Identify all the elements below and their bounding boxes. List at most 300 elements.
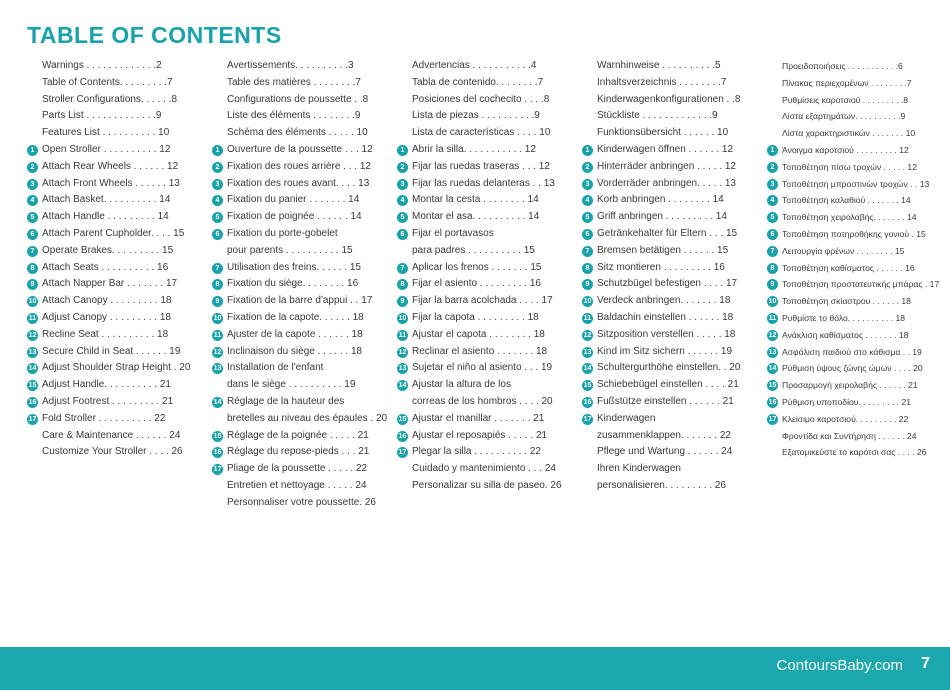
toc-entry[interactable] [27, 125, 182, 142]
toc-entry-text: Τοποθέτηση πίσω τροχών . . . . . 12 [782, 161, 917, 172]
step-number-badge: 4 [212, 195, 223, 206]
toc-entry-text: Care & Maintenance . . . . . . 24 [42, 429, 181, 441]
toc-entry[interactable] [767, 344, 923, 361]
step-number-badge: 2 [212, 162, 223, 173]
step-number-badge: 9 [767, 279, 778, 290]
footer-bar [0, 647, 950, 690]
toc-entry-text: Réglage du repose-pieds . . . 21 [227, 446, 370, 458]
footer-website[interactable]: ContoursBaby.com [776, 657, 903, 674]
toc-column-spanish [397, 58, 562, 495]
toc-entry-text: Stroller Configurations. . . . . .8 [42, 93, 178, 105]
step-number-badge: 4 [397, 195, 408, 206]
toc-entry[interactable] [212, 360, 368, 377]
toc-entry[interactable] [397, 125, 552, 142]
toc-entry[interactable] [397, 344, 552, 361]
toc-entry-text: Kinderwagen öffnen . . . . . . 12 [597, 143, 734, 155]
toc-entry[interactable] [27, 159, 182, 176]
toc-entry-text: Inhaltsverzeichnis . . . . . . . .7 [597, 76, 727, 88]
step-number-badge: 3 [582, 179, 593, 190]
toc-entry[interactable] [767, 360, 923, 377]
toc-entry[interactable] [27, 75, 182, 92]
toc-entry-text: Ajustar el manillar . . . . . . . 21 [412, 412, 545, 424]
toc-entry[interactable] [212, 125, 368, 142]
toc-entry-text: pour parents . . . . . . . . . . 15 [227, 244, 353, 256]
toc-entry[interactable] [27, 58, 182, 75]
toc-entry-text: Secure Child in Seat . . . . . . 19 [42, 345, 181, 357]
step-number-badge: 13 [213, 365, 222, 373]
toc-entry-text: Προειδοποιήσεις . . . . . . . . . . .6 [782, 61, 903, 71]
step-number-badge: 7 [767, 246, 778, 257]
toc-entry-text: Fußstütze einstellen . . . . . . 21 [597, 395, 734, 407]
toc-entry[interactable] [767, 142, 923, 159]
toc-entry[interactable] [582, 276, 738, 293]
toc-entry[interactable] [27, 92, 182, 109]
toc-entry[interactable] [212, 192, 368, 209]
toc-entry-text: Attach Napper Bar . . . . . . . 17 [42, 278, 178, 290]
step-number-badge: 10 [768, 298, 777, 306]
toc-entry[interactable] [27, 394, 182, 411]
toc-entry-text: para padres . . . . . . . . . . 15 [412, 244, 535, 256]
step-number-badge: 7 [212, 263, 223, 274]
toc-entry-text: Φροντίδα και Συντήρηση . . . . . . 24 [782, 430, 917, 441]
toc-entry[interactable] [767, 209, 923, 226]
toc-entry-text: Personalizar su silla de paseo. 26 [412, 479, 562, 491]
toc-entry[interactable] [212, 226, 368, 243]
toc-entry-text: Τοποθέτηση καθίσματος . . . . . . 16 [782, 262, 915, 273]
toc-entry-text: Ajustar el capota . . . . . . . . 18 [412, 328, 545, 340]
step-number-badge: 3 [397, 179, 408, 190]
toc-entry-text: Ajustar el reposapiés . . . . . 21 [412, 429, 548, 441]
toc-entry-text: Lista de características . . . . 10 [412, 127, 551, 139]
step-number-badge: 2 [767, 162, 778, 173]
step-number-badge: 16 [28, 398, 37, 406]
toc-entry[interactable] [397, 444, 552, 461]
toc-entry[interactable] [582, 394, 738, 411]
toc-entry-text: Ouverture de la poussette . . . 12 [227, 143, 373, 155]
toc-entry[interactable] [397, 360, 552, 377]
toc-entry[interactable] [767, 310, 923, 327]
step-number-badge: 8 [582, 263, 593, 274]
toc-entry-text: Attach Parent Cupholder. . . . 15 [42, 227, 185, 239]
step-number-badge: 17 [398, 449, 407, 457]
step-number-badge: 6 [27, 229, 38, 240]
toc-entry[interactable] [397, 260, 552, 277]
toc-entry[interactable] [397, 461, 556, 478]
toc-entry[interactable] [212, 461, 368, 478]
toc-entry[interactable] [212, 75, 368, 92]
toc-entry[interactable] [212, 327, 368, 344]
toc-entry-text: Schéma des éléments . . . . . 10 [227, 127, 368, 139]
toc-entry[interactable] [397, 58, 552, 75]
toc-entry[interactable] [397, 327, 552, 344]
toc-entry-text: Ανάκλιση καθίσματος . . . . . . . 18 [782, 329, 909, 340]
toc-entry-text: Τοποθέτηση προστατευτικής μπάρας . 17 [782, 279, 940, 290]
step-number-badge: 13 [398, 365, 407, 373]
toc-entry-text: Vorderräder anbringen. . . . . 13 [597, 177, 736, 189]
toc-entry-text: Tabla de contenido. . . . . . . .7 [412, 76, 544, 88]
step-number-badge: 16 [398, 432, 407, 440]
toc-entry[interactable] [212, 495, 376, 512]
toc-entry[interactable] [767, 125, 923, 142]
toc-entry[interactable] [212, 176, 368, 193]
toc-entry[interactable] [767, 394, 923, 411]
toc-entry-text: Ρυθμίσεις καροτσιού . . . . . . . . .8 [782, 94, 909, 105]
step-number-badge: 4 [582, 195, 593, 206]
toc-entry-text: Fixation de la capote. . . . . . 18 [227, 311, 364, 323]
toc-entry-text: Avertissements. . . . . . . . . .3 [227, 60, 354, 71]
toc-entry-text: Pflege und Wartung . . . . . . 24 [597, 446, 733, 458]
toc-entry-text: Features List . . . . . . . . . . 10 [42, 127, 170, 139]
toc-entry[interactable] [582, 75, 738, 92]
toc-entry[interactable] [397, 377, 552, 394]
toc-entry-text: Ρύθμιση ύψους ζώνης ώμων . . . . 20 [782, 363, 923, 374]
step-number-badge: 2 [27, 162, 38, 173]
toc-entry-text: Εξατομικεύστε το καρότσι σας . . . . 26 [782, 447, 927, 458]
toc-entry[interactable] [27, 142, 182, 159]
toc-entry-text: Fixation des roues avant. . . . 13 [227, 177, 370, 189]
toc-entry-text: zusammenklappen. . . . . . . 22 [597, 429, 731, 441]
toc-entry[interactable] [212, 293, 373, 310]
toc-entry-text: Fijar el asiento . . . . . . . . . 16 [412, 278, 541, 290]
toc-entry[interactable] [582, 226, 738, 243]
toc-entry-text: Pliage de la poussette . . . . . 22 [227, 463, 368, 475]
toc-entry[interactable] [27, 344, 182, 361]
toc-entry[interactable] [582, 142, 738, 159]
toc-entry-text: Fijar el portavasos [412, 227, 494, 239]
toc-entry-text: Configurations de poussette . .8 [227, 93, 369, 105]
toc-entry-text: Reclinar el asiento . . . . . . . 18 [412, 345, 548, 357]
toc-entry[interactable] [27, 192, 182, 209]
step-number-badge: 5 [397, 212, 408, 223]
toc-entry[interactable] [582, 176, 738, 193]
toc-entry[interactable] [27, 411, 182, 428]
step-number-badge: 1 [212, 145, 223, 156]
toc-entry[interactable] [212, 310, 368, 327]
step-number-badge: 8 [27, 263, 38, 274]
toc-entry[interactable] [582, 360, 741, 377]
step-number-badge: 13 [28, 348, 37, 356]
toc-entry[interactable] [212, 394, 368, 411]
step-number-badge: 12 [28, 331, 37, 339]
step-number-badge: 6 [767, 229, 778, 240]
toc-entry-text: Λίστα εξαρτημάτων. . . . . . . . . .9 [782, 111, 906, 122]
step-number-badge: 4 [27, 195, 38, 206]
toc-entry-text: correas de los hombros . . . . 20 [412, 395, 553, 407]
toc-entry[interactable] [27, 108, 182, 125]
toc-entry[interactable] [212, 260, 368, 277]
toc-entry[interactable] [212, 377, 368, 394]
toc-entry[interactable] [767, 327, 923, 344]
toc-entry[interactable] [397, 411, 552, 428]
step-number-badge: 10 [398, 314, 407, 322]
step-number-badge: 8 [212, 279, 223, 290]
toc-entry[interactable] [767, 176, 930, 193]
step-number-badge: 10 [583, 298, 592, 306]
toc-entry-text: Cuidado y mantenimiento . . . 24 [412, 463, 556, 475]
step-number-badge: 11 [768, 314, 777, 322]
toc-entry-text: Adjust Shoulder Strap Height . 20 [42, 362, 191, 374]
step-number-badge: 8 [397, 279, 408, 290]
toc-entry[interactable] [582, 293, 738, 310]
toc-entry[interactable] [767, 243, 923, 260]
toc-entry[interactable] [582, 411, 738, 428]
toc-entry-text: Attach Seats . . . . . . . . . . 16 [42, 261, 169, 273]
toc-entry[interactable] [767, 192, 923, 209]
step-number-badge: 11 [213, 331, 222, 339]
toc-entry-text: Adjust Handle. . . . . . . . . . 21 [42, 379, 171, 391]
toc-entry[interactable] [27, 444, 182, 461]
step-number-badge: 1 [582, 145, 593, 156]
step-number-badge: 15 [768, 382, 777, 390]
toc-entry-text: Parts List . . . . . . . . . . . . .9 [42, 110, 162, 122]
toc-entry[interactable] [27, 327, 182, 344]
step-number-badge: 9 [212, 296, 223, 307]
toc-entry-text: Fixation du panier . . . . . . . 14 [227, 194, 360, 206]
toc-entry[interactable] [582, 92, 741, 109]
toc-entry[interactable] [582, 209, 738, 226]
step-number-badge: 7 [397, 263, 408, 274]
toc-entry[interactable] [767, 377, 923, 394]
toc-entry[interactable] [212, 344, 368, 361]
toc-entry[interactable] [767, 260, 923, 277]
step-number-badge: 14 [768, 365, 777, 373]
toc-entry[interactable] [582, 125, 738, 142]
step-number-badge: 3 [27, 179, 38, 190]
toc-entry[interactable] [397, 209, 552, 226]
toc-entry-text: Bremsen betätigen . . . . . . 15 [597, 244, 729, 256]
toc-entry[interactable] [27, 428, 182, 445]
toc-entry[interactable] [27, 276, 182, 293]
toc-entry-text: Customize Your Stroller . . . . 26 [42, 446, 183, 458]
toc-entry-text: Table des matières . . . . . . . .7 [227, 76, 361, 88]
step-number-badge: 5 [212, 212, 223, 223]
toc-entry-text: Ρύθμιση υποποδίου. . . . . . . . . 21 [782, 396, 912, 407]
toc-entry-text: Fijar las ruedas traseras . . . 12 [412, 160, 550, 172]
toc-entry-text: Τοποθέτηση καλαθιού . . . . . . . 14 [782, 195, 911, 206]
toc-entry-text: Τοποθέτηση σκίαστρου . . . . . . 18 [782, 296, 911, 307]
step-number-badge: 10 [28, 298, 37, 306]
toc-entry[interactable] [582, 243, 738, 260]
toc-entry[interactable] [212, 276, 368, 293]
step-number-badge: 9 [27, 279, 38, 290]
toc-entry[interactable] [767, 75, 923, 92]
toc-entry[interactable] [397, 243, 552, 260]
toc-entry-text: Griff anbringen . . . . . . . . . 14 [597, 211, 727, 223]
step-number-badge: 14 [213, 398, 222, 406]
toc-entry[interactable] [767, 428, 923, 445]
toc-entry[interactable] [582, 58, 738, 75]
toc-entry-text: bretelles au niveau des épaules . 20 [227, 412, 388, 424]
toc-entry-text: Liste des éléments . . . . . . . .9 [227, 110, 361, 122]
toc-entry[interactable] [582, 344, 738, 361]
toc-entry[interactable] [767, 108, 923, 125]
toc-entry[interactable] [582, 377, 738, 394]
toc-entry[interactable] [582, 260, 738, 277]
toc-entry-text: Operate Brakes. . . . . . . . . 15 [42, 244, 174, 256]
toc-entry[interactable] [582, 428, 738, 445]
step-number-badge: 3 [767, 179, 778, 190]
toc-entry[interactable] [27, 209, 182, 226]
toc-entry[interactable] [212, 411, 388, 428]
toc-entry[interactable] [767, 444, 927, 461]
step-number-badge: 2 [397, 162, 408, 173]
toc-entry[interactable] [212, 159, 371, 176]
toc-entry-text: Fixation de la barre d'appui . . 17 [227, 295, 373, 307]
step-number-badge: 14 [583, 365, 592, 373]
toc-entry[interactable] [767, 293, 923, 310]
step-number-badge: 12 [768, 331, 777, 339]
toc-entry[interactable] [212, 142, 373, 159]
toc-entry-text: Kind im Sitz sichern . . . . . . 19 [597, 345, 733, 357]
page-number: 7 [921, 655, 930, 672]
toc-entry[interactable] [27, 293, 182, 310]
toc-entry-text: Schutzbügel befestigen . . . . 17 [597, 278, 738, 290]
toc-entry[interactable] [212, 243, 368, 260]
step-number-badge: 12 [583, 331, 592, 339]
toc-entry[interactable] [212, 209, 368, 226]
toc-entry[interactable] [397, 394, 552, 411]
step-number-badge: 1 [767, 145, 778, 156]
toc-entry-text: Baldachin einstellen . . . . . . 18 [597, 311, 734, 323]
step-number-badge: 17 [213, 466, 222, 474]
toc-entry[interactable] [212, 58, 368, 75]
toc-entry-text: Fixation du porte-gobelet [227, 227, 338, 239]
toc-entry-text: Inclinaison du siège . . . . . . 18 [227, 345, 363, 357]
toc-entry[interactable] [767, 226, 926, 243]
toc-entry[interactable] [397, 159, 552, 176]
toc-entry[interactable] [582, 159, 738, 176]
toc-entry-text: Advertencias . . . . . . . . . . .4 [412, 60, 537, 71]
toc-entry[interactable] [582, 478, 738, 495]
step-number-badge: 6 [397, 229, 408, 240]
toc-entry-text: Aplicar los frenos . . . . . . . 15 [412, 261, 542, 273]
toc-entry[interactable] [397, 75, 552, 92]
toc-entry[interactable] [212, 478, 368, 495]
toc-entry-text: Stückliste . . . . . . . . . . . . .9 [597, 110, 718, 122]
toc-entry-text: Utilisation des freins. . . . . . 15 [227, 261, 361, 273]
toc-entry[interactable] [27, 377, 182, 394]
toc-entry[interactable] [397, 108, 552, 125]
toc-entry[interactable] [27, 176, 182, 193]
toc-entry-text: Ρυθμίστε το θόλο. . . . . . . . . . 18 [782, 312, 906, 323]
toc-entry[interactable] [212, 92, 368, 109]
toc-entry-text: Τοποθέτηση ποτηροθήκης γονιού . 15 [782, 228, 926, 239]
toc-entry-text: Άνοιγμα καροτσιού . . . . . . . . . 12 [782, 144, 909, 155]
toc-entry[interactable] [397, 293, 552, 310]
toc-entry-text: Ασφάλιση παιδιού στο κάθισμα . . 19 [782, 346, 922, 357]
toc-entry-text: Sujetar el niño al asiento . . . 19 [412, 362, 553, 374]
step-number-badge: 12 [398, 348, 407, 356]
toc-entry-text: Plegar la silla . . . . . . . . . . 22 [412, 446, 541, 458]
toc-entry-text: Κλείσιμο καροτσιού. . . . . . . . . 22 [782, 413, 909, 424]
step-number-badge: 15 [28, 382, 37, 390]
toc-entry[interactable] [212, 444, 368, 461]
toc-entry[interactable] [767, 92, 923, 109]
toc-entry[interactable] [27, 243, 182, 260]
toc-entry[interactable] [27, 260, 182, 277]
toc-entry[interactable] [397, 276, 552, 293]
toc-entry[interactable] [767, 58, 923, 75]
toc-entry[interactable] [27, 360, 191, 377]
toc-entry[interactable] [767, 159, 923, 176]
step-number-badge: 13 [583, 348, 592, 356]
step-number-badge: 8 [767, 263, 778, 274]
toc-entry-text: Attach Rear Wheels . . . . . . 12 [42, 160, 179, 172]
step-number-badge: 11 [28, 314, 37, 322]
toc-entry[interactable] [582, 192, 738, 209]
toc-entry[interactable] [212, 428, 368, 445]
toc-entry[interactable] [27, 226, 185, 243]
toc-entry-text: Τοποθέτηση χειρολαβής. . . . . . . 14 [782, 212, 917, 223]
toc-entry[interactable] [582, 461, 738, 478]
step-number-badge: 14 [398, 382, 407, 390]
toc-column-english [27, 58, 191, 461]
toc-entry-text: Sitzposition verstellen . . . . . 18 [597, 328, 736, 340]
toc-entry[interactable] [397, 226, 552, 243]
toc-entry-text: Fixation de poignée . . . . . . 14 [227, 211, 362, 223]
toc-entry-text: Montar la cesta . . . . . . . . 14 [412, 194, 539, 206]
step-number-badge: 5 [582, 212, 593, 223]
toc-column-greek [767, 58, 940, 461]
toc-entry-text: Recline Seat . . . . . . . . . . 18 [42, 328, 169, 340]
toc-entry-text: Verdeck anbringen. . . . . . . 18 [597, 295, 731, 307]
toc-entry-text: Fold Stroller . . . . . . . . . . 22 [42, 412, 166, 424]
step-number-badge: 5 [767, 212, 778, 223]
step-number-badge: 1 [27, 145, 38, 156]
step-number-badge: 6 [212, 229, 223, 240]
toc-entry[interactable] [397, 310, 552, 327]
toc-entry-text: Προσαρμογή χειρολαβής . . . . . . 21 [782, 380, 918, 391]
toc-entry-text: Funktionsübersicht . . . . . . 10 [597, 127, 729, 139]
toc-entry[interactable] [212, 108, 368, 125]
toc-entry[interactable] [397, 428, 552, 445]
step-number-badge: 15 [398, 415, 407, 423]
step-number-badge: 2 [582, 162, 593, 173]
toc-entry[interactable] [582, 444, 738, 461]
step-number-badge: 17 [583, 415, 592, 423]
step-number-badge: 13 [768, 348, 777, 356]
toc-entry[interactable] [582, 327, 738, 344]
toc-entry[interactable] [767, 276, 940, 293]
toc-entry[interactable] [767, 411, 923, 428]
toc-entry-text: Posiciones del cochecito . . . .8 [412, 93, 550, 105]
toc-entry[interactable] [582, 108, 738, 125]
toc-entry-text: Attach Canopy . . . . . . . . . 18 [42, 295, 172, 307]
toc-entry[interactable] [397, 176, 555, 193]
step-number-badge: 14 [28, 365, 37, 373]
toc-entry-text: dans le siège . . . . . . . . . . 19 [227, 379, 356, 391]
toc-entry[interactable] [582, 310, 738, 327]
step-number-badge: 15 [213, 432, 222, 440]
toc-entry[interactable] [27, 310, 182, 327]
toc-entry-text: Λίστα χαρακτηριστικών . . . . . . . 10 [782, 128, 916, 139]
toc-entry-text: Personnaliser votre poussette. 26 [227, 496, 376, 508]
step-number-badge: 16 [768, 398, 777, 406]
toc-entry-text: Fijar las ruedas delanteras . . 13 [412, 177, 555, 189]
toc-entry[interactable] [397, 142, 552, 159]
toc-entry[interactable] [397, 478, 562, 495]
step-number-badge: 5 [27, 212, 38, 223]
toc-entry-text: Attach Front Wheels . . . . . . 13 [42, 177, 180, 189]
toc-entry-text: Fixation du siège. . . . . . . . 16 [227, 278, 359, 290]
step-number-badge: 17 [28, 415, 37, 423]
toc-entry-text: Fijar la capota . . . . . . . . . 18 [412, 311, 539, 323]
step-number-badge: 4 [767, 195, 778, 206]
toc-entry[interactable] [397, 192, 552, 209]
toc-entry[interactable] [397, 92, 552, 109]
toc-column-french [212, 58, 388, 512]
toc-entry-text: Ajuster de la capote . . . . . . 18 [227, 328, 363, 340]
